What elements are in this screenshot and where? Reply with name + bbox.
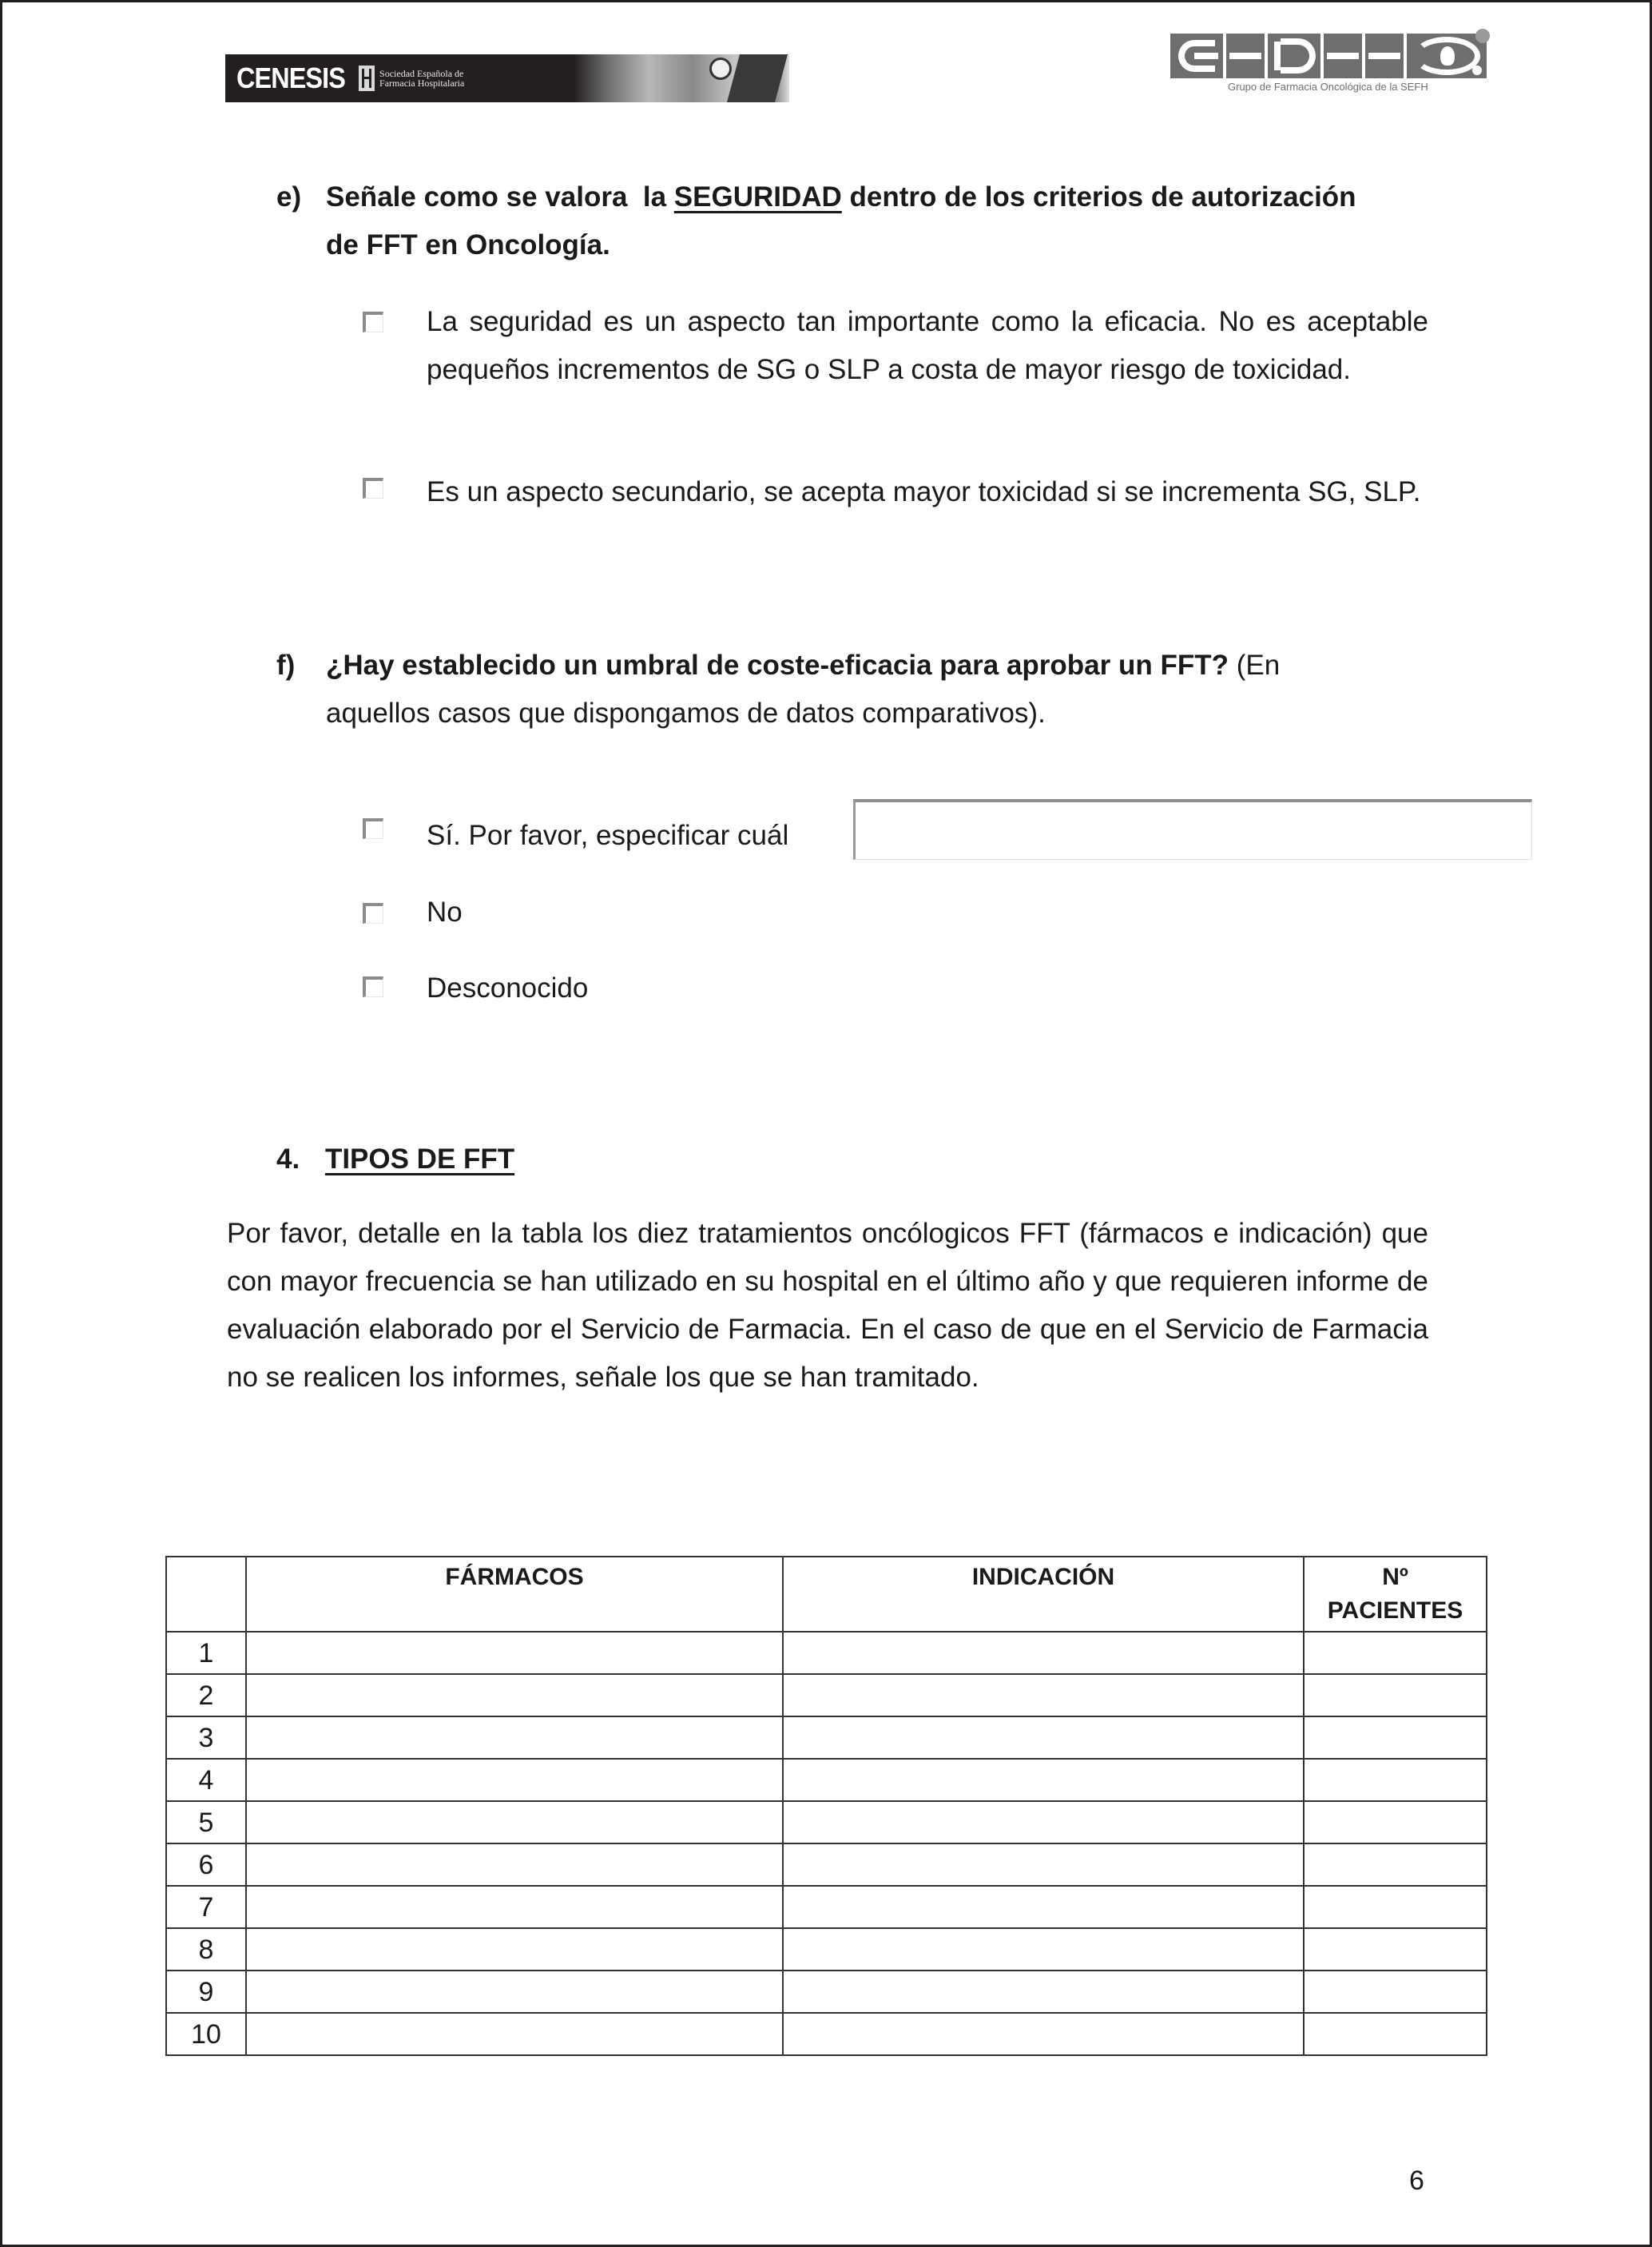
section-4-title: TIPOS DE FFT <box>324 1143 515 1175</box>
section-4-number: 4. <box>276 1143 300 1175</box>
section-4-paragraph: Por favor, detalle en la tabla los diez tratamientos oncólogicos FFT (fármacos e indicación) que con mayor frecuencia se han utilizado en su hospital en el último año y que requieren informe de evaluación elaborado por el Servicio de Farmacia. En el caso de que en el Servicio de Farmacia no se realicen los informes, señale los que se han tramitado. <box>227 1218 1428 1393</box>
pacientes-cell[interactable] <box>1304 1674 1487 1716</box>
sefh-name-line2: Farmacia Hospitalaria <box>379 78 465 89</box>
question-f-option-no-checkbox[interactable] <box>363 903 383 924</box>
table-row <box>166 1971 1487 2013</box>
sefh-emblem-icon <box>359 66 375 91</box>
question-e-title-after: dentro de los criterios de autorización <box>841 181 1356 213</box>
table-row <box>166 1759 1487 1801</box>
question-f-option-desconocido-checkbox[interactable] <box>363 976 383 997</box>
row-number: 7 <box>166 1886 246 1928</box>
header-farmacos: FÁRMACOS <box>246 1557 783 1632</box>
table-row <box>166 2013 1487 2055</box>
question-e-title-before: Señale como se valora la <box>326 181 674 213</box>
row-number: 4 <box>166 1759 246 1801</box>
indicacion-cell[interactable] <box>783 1928 1304 1971</box>
farmacos-cell[interactable] <box>246 2013 783 2055</box>
question-e-emphasis: SEGURIDAD <box>673 181 842 213</box>
gauge-icon <box>709 58 732 80</box>
specify-threshold-field[interactable] <box>853 799 1532 860</box>
pacientes-cell[interactable] <box>1304 1843 1487 1886</box>
question-e-option-2-label: Es un aspecto secundario, se acepta mayor toxicidad si se incrementa SG, SLP. <box>427 476 1421 507</box>
question-e-title <box>276 173 1443 269</box>
row-number: 9 <box>166 1971 246 2013</box>
sefh-logo <box>359 66 464 91</box>
pacientes-cell[interactable] <box>1304 1886 1487 1928</box>
section-4-heading <box>276 1135 514 1183</box>
question-f-option-no-label: No <box>427 897 463 928</box>
specify-threshold-input[interactable] <box>856 802 1531 859</box>
question-f-title-line2: aquellos casos que dispongamos de datos comparativos). <box>326 698 1046 729</box>
question-f-title <box>276 642 1443 738</box>
farmacos-cell[interactable] <box>246 1759 783 1801</box>
question-e-option-2-checkbox[interactable] <box>363 478 383 499</box>
farmacos-cell[interactable] <box>246 1971 783 2013</box>
pacientes-cell[interactable] <box>1304 1759 1487 1801</box>
table-row <box>166 1801 1487 1843</box>
row-number: 8 <box>166 1928 246 1971</box>
farmacos-cell[interactable] <box>246 1632 783 1674</box>
question-e-letter: e) <box>276 181 302 213</box>
gedefo-caption: Grupo de Farmacia Oncológica de la SEFH <box>1228 81 1428 93</box>
indicacion-cell[interactable] <box>783 1843 1304 1886</box>
question-e-option-1-label: La seguridad es un aspecto tan importante como la eficacia. No es aceptable pequeños incrementos de SG o SLP a costa de mayor riesgo de toxicidad. <box>427 306 1428 385</box>
farmacos-cell[interactable] <box>246 1674 783 1716</box>
sefh-name-line1: Sociedad Española de <box>379 68 464 79</box>
pacientes-cell[interactable] <box>1304 1801 1487 1843</box>
row-number: 1 <box>166 1632 246 1674</box>
header-indicacion: INDICACIÓN <box>783 1557 1304 1632</box>
banner-photo-blood-pressure <box>574 54 789 102</box>
header-pacientes-line2: PACIENTES <box>1327 1597 1463 1624</box>
indicacion-cell[interactable] <box>783 1971 1304 2013</box>
table-row <box>166 1674 1487 1716</box>
table-row <box>166 1928 1487 1971</box>
gedefo-head-dot <box>1475 29 1490 43</box>
page-number: 6 <box>1409 2165 1424 2196</box>
question-f-letter: f) <box>276 650 296 681</box>
fft-table <box>165 1556 1487 2056</box>
pacientes-cell[interactable] <box>1304 2013 1487 2055</box>
row-number: 3 <box>166 1716 246 1759</box>
farmacos-cell[interactable] <box>246 1801 783 1843</box>
question-f-option-si-checkbox[interactable] <box>363 818 383 839</box>
pacientes-cell[interactable] <box>1304 1971 1487 2013</box>
indicacion-cell[interactable] <box>783 1759 1304 1801</box>
row-number: 5 <box>166 1801 246 1843</box>
table-header-row <box>166 1557 1487 1632</box>
question-f-option-desconocido-label: Desconocido <box>427 972 589 1004</box>
indicacion-cell[interactable] <box>783 1674 1304 1716</box>
indicacion-cell[interactable] <box>783 1801 1304 1843</box>
farmacos-cell[interactable] <box>246 1716 783 1759</box>
header-pacientes <box>1304 1557 1487 1632</box>
banner-title: CENESIS <box>236 62 345 94</box>
question-f-title-bold: ¿Hay establecido un umbral de coste-eficacia para aprobar un FFT? <box>326 650 1229 681</box>
genesis-banner <box>225 54 789 102</box>
gedefo-wordmark <box>1170 34 1490 78</box>
farmacos-cell[interactable] <box>246 1843 783 1886</box>
table-row <box>166 1886 1487 1928</box>
gedefo-logo <box>1170 34 1490 96</box>
farmacos-cell[interactable] <box>246 1928 783 1971</box>
farmacos-cell[interactable] <box>246 1886 783 1928</box>
question-e-title-line2: de FFT en Oncología. <box>326 229 610 260</box>
question-f-option-si-label: Sí. Por favor, especificar cuál <box>427 820 789 851</box>
indicacion-cell[interactable] <box>783 1716 1304 1759</box>
table-row <box>166 1632 1487 1674</box>
pacientes-cell[interactable] <box>1304 1632 1487 1674</box>
question-f-title-normal: (En <box>1229 650 1281 681</box>
indicacion-cell[interactable] <box>783 1632 1304 1674</box>
row-number: 2 <box>166 1674 246 1716</box>
pacientes-cell[interactable] <box>1304 1716 1487 1759</box>
pacientes-cell[interactable] <box>1304 1928 1487 1971</box>
header-pacientes-line1: Nº <box>1382 1564 1408 1590</box>
row-number: 10 <box>166 2013 246 2055</box>
indicacion-cell[interactable] <box>783 2013 1304 2055</box>
header-index <box>166 1557 246 1632</box>
cuff-shape <box>727 54 788 102</box>
table-row <box>166 1716 1487 1759</box>
row-number: 6 <box>166 1843 246 1886</box>
indicacion-cell[interactable] <box>783 1886 1304 1928</box>
table-row <box>166 1843 1487 1886</box>
question-e-option-1-checkbox[interactable] <box>363 312 383 332</box>
